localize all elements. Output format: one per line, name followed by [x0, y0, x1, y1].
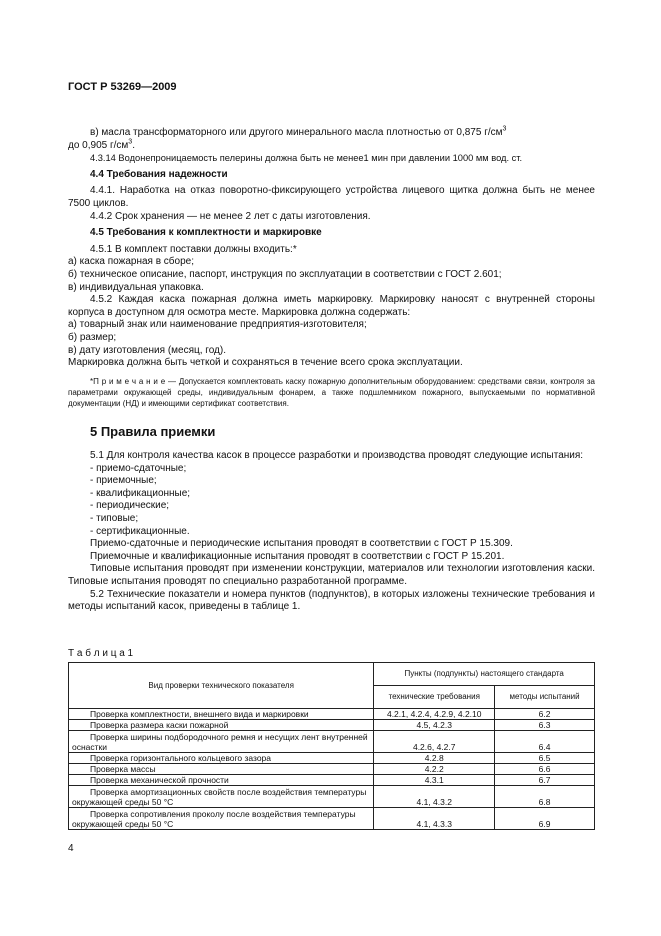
paragraph: Типовые испытания проводят при изменении конструкции, материалов или технологии изготовления каски. Типовые испытания проводят по специально разработанной программе.	[68, 563, 595, 587]
list-item: а) каска пожарная в сборе;	[68, 256, 194, 268]
table-row	[69, 731, 595, 753]
cell-check: Проверка механической прочности	[69, 775, 374, 786]
cell-requirements: 4.1, 4.3.3	[374, 808, 495, 830]
paragraph: 4.5.2 Каждая каска пожарная должна иметь маркировку. Маркировку наносят с внутренней стороны корпуса в доступном для осмотра месте. Маркировка должна содержать:	[68, 294, 595, 318]
column-group-header: Пункты (подпункты) настоящего стандарта	[374, 663, 595, 686]
paragraph: 4.3.14 Водонепроницаемость пелерины должна быть не менее1 мин при давлении 1000 мм вод. ст.	[90, 153, 523, 164]
requirements-table	[68, 662, 595, 830]
table-row	[69, 720, 595, 731]
cell-check: Проверка горизонтального кольцевого зазора	[69, 753, 374, 764]
cell-check: Проверка амортизационных свойств после воздействия температуры окружающей среды 50 °С	[69, 786, 374, 808]
list-item: в) индивидуальная упаковка.	[68, 281, 204, 293]
list-item: б) техническое описание, паспорт, инструкция по эксплуатации в соответствии с ГОСТ 2.601;	[68, 268, 502, 280]
paragraph: 5.1 Для контроля качества касок в процессе разработки и производства проводят следующие испытания:	[90, 450, 584, 461]
paragraph: 5.2 Технические показатели и номера пунктов (подпунктов), в которых изложены технические требования и методы испытаний касок, приведены в таблице 1.	[68, 588, 595, 613]
paragraph: Приемо-сдаточные и периодические испытания проводят в соответствии с ГОСТ Р 15.309.	[90, 538, 513, 550]
section-5-text	[68, 450, 595, 614]
cell-methods: 6.8	[495, 786, 595, 808]
cell-methods: 6.9	[495, 808, 595, 830]
cell-check: Проверка ширины подбородочного ремня и несущих лент внутренней оснастки	[69, 731, 374, 753]
cell-requirements: 4.3.1	[374, 775, 495, 786]
table-row	[69, 786, 595, 808]
cell-methods: 6.3	[495, 720, 595, 731]
cell-requirements: 4.1, 4.3.2	[374, 786, 495, 808]
paragraph: 4.4.2 Срок хранения — не менее 2 лет с даты изготовления.	[90, 210, 371, 222]
subsection-heading: 4.5 Требования к комплектности и маркировке	[90, 227, 322, 239]
list-item: - периодические;	[90, 500, 170, 512]
paragraph: 4.4.1. Наработка на отказ поворотно-фиксирующего устройства лицевого щитка должна быть не менее 7500 циклов.	[68, 185, 595, 209]
column-header: методы испытаний	[495, 686, 595, 709]
column-header: Вид проверки технического показателя	[69, 663, 374, 709]
cell-methods: 6.4	[495, 731, 595, 753]
cell-requirements: 4.2.6, 4.2.7	[374, 731, 495, 753]
section-4-text	[68, 127, 595, 409]
list-item: - сертификационные.	[90, 525, 190, 537]
cell-check: Проверка размера каски пожарной	[69, 720, 374, 731]
list-item: - приемо-сдаточные;	[90, 462, 187, 474]
cell-requirements: 4.2.2	[374, 764, 495, 775]
cell-methods: 6.5	[495, 753, 595, 764]
column-header: технические требования	[374, 686, 495, 709]
list-item: б) размер;	[68, 331, 117, 343]
footnote: *П р и м е ч а н и е — Допускается комплектовать каску пожарную дополнительным оборудованием: средствами связи, контроля за параметрами окружающей среды, индивидуальным фонарем, а также подшлемником пожарного, выпускаемыми по нормативной документации (НД) и имеющими сертификат соответствия.	[68, 376, 595, 408]
document-header: ГОСТ Р 53269—2009	[68, 81, 177, 93]
table-row	[69, 753, 595, 764]
table-row	[69, 775, 595, 786]
cell-check: Проверка массы	[69, 764, 374, 775]
table-row	[69, 709, 595, 720]
list-item: а) товарный знак или наименование предприятия-изготовителя;	[68, 319, 367, 331]
paragraph: Маркировка должна быть четкой и сохраняться в течение всего срока эксплуатации.	[68, 357, 463, 369]
cell-requirements: 4.2.1, 4.2.4, 4.2.9, 4.2.10	[374, 709, 495, 720]
list-item: - типовые;	[90, 512, 139, 524]
cell-methods: 6.2	[495, 709, 595, 720]
page-number: 4	[68, 843, 74, 854]
cell-methods: 6.7	[495, 775, 595, 786]
table-caption: Т а б л и ц а 1	[68, 648, 134, 659]
paragraph: Приемочные и квалификационные испытания проводят в соответствии с ГОСТ Р 15.201.	[90, 550, 505, 562]
subsection-heading: 4.4 Требования надежности	[90, 168, 228, 180]
paragraph: 4.5.1 В комплект поставки должны входить:*	[90, 243, 297, 255]
cell-requirements: 4.2.8	[374, 753, 495, 764]
cell-methods: 6.6	[495, 764, 595, 775]
section-title: 5 Правила приемки	[90, 424, 216, 439]
list-item: в) дату изготовления (месяц, год).	[68, 344, 226, 356]
cell-check: Проверка сопротивления проколу после воздействия температуры окружающей среды 50 °С	[69, 808, 374, 830]
list-item: - приемочные;	[90, 475, 157, 487]
paragraph: в) масла трансформаторного или другого минерального масла плотностью от 0,875 $г/см^3$ до 0,905 $г/см^3$.	[68, 125, 507, 151]
cell-check: Проверка комплектности, внешнего вида и маркировки	[69, 709, 374, 720]
list-item: - квалификационные;	[90, 487, 191, 499]
table-row	[69, 764, 595, 775]
table-row	[69, 808, 595, 830]
cell-requirements: 4.5, 4.2.3	[374, 720, 495, 731]
